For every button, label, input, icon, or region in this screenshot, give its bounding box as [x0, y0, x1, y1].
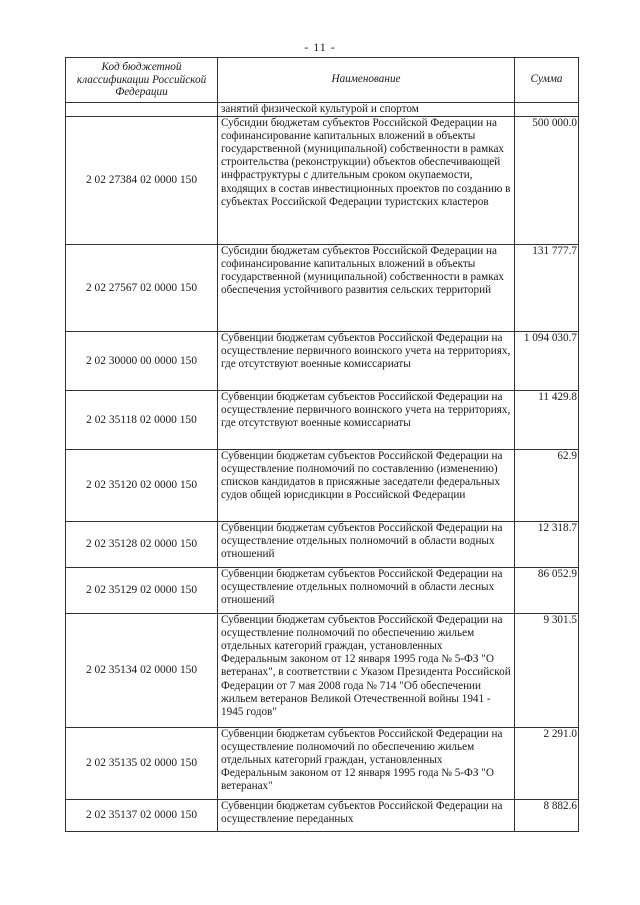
row-code: 2 02 35135 02 0000 150: [66, 728, 218, 800]
row-code: 2 02 35120 02 0000 150: [66, 450, 218, 522]
page-number: - 11 -: [304, 40, 336, 54]
row-sum: 9 301.5: [515, 614, 579, 728]
row-name: Субвенции бюджетам субъектов Российской Федерации на осуществление полномочий по составлению (изменению) списков кандидатов в присяжные заседатели федеральных судов общей юрисдикции в Российской Федерации: [218, 450, 515, 522]
row-code: 2 02 35129 02 0000 150: [66, 568, 218, 614]
row-sum: 62.9: [515, 450, 579, 522]
row-code: 2 02 27567 02 0000 150: [66, 245, 218, 332]
row-code: 2 02 35128 02 0000 150: [66, 522, 218, 568]
header-name: Наименование: [218, 58, 515, 103]
row-name: Субвенции бюджетам субъектов Российской Федерации на осуществление переданных: [218, 800, 515, 832]
row-sum: 86 052.9: [515, 568, 579, 614]
continuation-name: занятий физической культурой и спортом: [218, 103, 515, 117]
row-name: Субвенции бюджетам субъектов Российской Федерации на осуществление отдельных полномочий в области водных отношений: [218, 522, 515, 568]
row-name: Субвенции бюджетам субъектов Российской Федерации на осуществление отдельных полномочий в области лесных отношений: [218, 568, 515, 614]
table-row: [66, 450, 579, 522]
table-row: [66, 614, 579, 728]
table-row: [66, 332, 579, 391]
row-sum: 1 094 030.7: [515, 332, 579, 391]
table-row: [66, 728, 579, 800]
row-code: 2 02 27384 02 0000 150: [66, 117, 218, 245]
row-code: 2 02 35137 02 0000 150: [66, 800, 218, 832]
row-name: Субвенции бюджетам субъектов Российской Федерации на осуществление первичного воинского учета на территориях, где отсутствуют военные комиссариаты: [218, 391, 515, 450]
table-row: [66, 522, 579, 568]
row-code: 2 02 30000 00 0000 150: [66, 332, 218, 391]
row-sum: 500 000.0: [515, 117, 579, 245]
row-sum: 8 882.6: [515, 800, 579, 832]
row-sum: 11 429.8: [515, 391, 579, 450]
row-name: Субвенции бюджетам субъектов Российской Федерации на осуществление полномочий по обеспечению жильем отдельных категорий граждан, установленных Федеральным законом от 12 января 1995 года № 5-ФЗ "О ветеранах", в соответствии с Указом Президента Российской Федерации от 7 мая 2008 года № 714 "Об обеспечении жильем ветеранов Великой Отечественной войны 1941 - 1945 годов": [218, 614, 515, 728]
budget-table: [65, 57, 579, 832]
table-header-row: [66, 58, 579, 103]
row-name: Субсидии бюджетам субъектов Российской Федерации на софинансирование капитальных вложений в объекты государственной (муниципальной) собственности в рамках строительства (реконструкции) объектов обеспечивающей инфраструктуры с длительным сроком окупаемости, входящих в состав инвестиционных проектов по созданию в субъектах Российской Федерации туристских кластеров: [218, 117, 515, 245]
row-code: 2 02 35118 02 0000 150: [66, 391, 218, 450]
row-name: Субвенции бюджетам субъектов Российской Федерации на осуществление первичного воинского учета на территориях, где отсутствуют военные комиссариаты: [218, 332, 515, 391]
table-row-continuation: [66, 103, 579, 117]
table-row: [66, 568, 579, 614]
table-row: [66, 117, 579, 245]
row-name: Субвенции бюджетам субъектов Российской Федерации на осуществление полномочий по обеспечению жильем отдельных категорий граждан, установленных Федеральным законом от 12 января 1995 года № 5-ФЗ "О ветеранах": [218, 728, 515, 800]
table-row: [66, 800, 579, 832]
row-name: Субсидии бюджетам субъектов Российской Федерации на софинансирование капитальных вложений в объекты государственной (муниципальной) собственности в рамках обеспечения устойчивого развития сельских территорий: [218, 245, 515, 332]
row-sum: 2 291.0: [515, 728, 579, 800]
table-row: [66, 391, 579, 450]
row-sum: 131 777.7: [515, 245, 579, 332]
row-sum: 12 318.7: [515, 522, 579, 568]
row-code: 2 02 35134 02 0000 150: [66, 614, 218, 728]
header-code: Код бюджетной классификации Российской Федерации: [66, 58, 218, 103]
table-row: [66, 245, 579, 332]
header-sum: Сумма: [515, 58, 579, 103]
